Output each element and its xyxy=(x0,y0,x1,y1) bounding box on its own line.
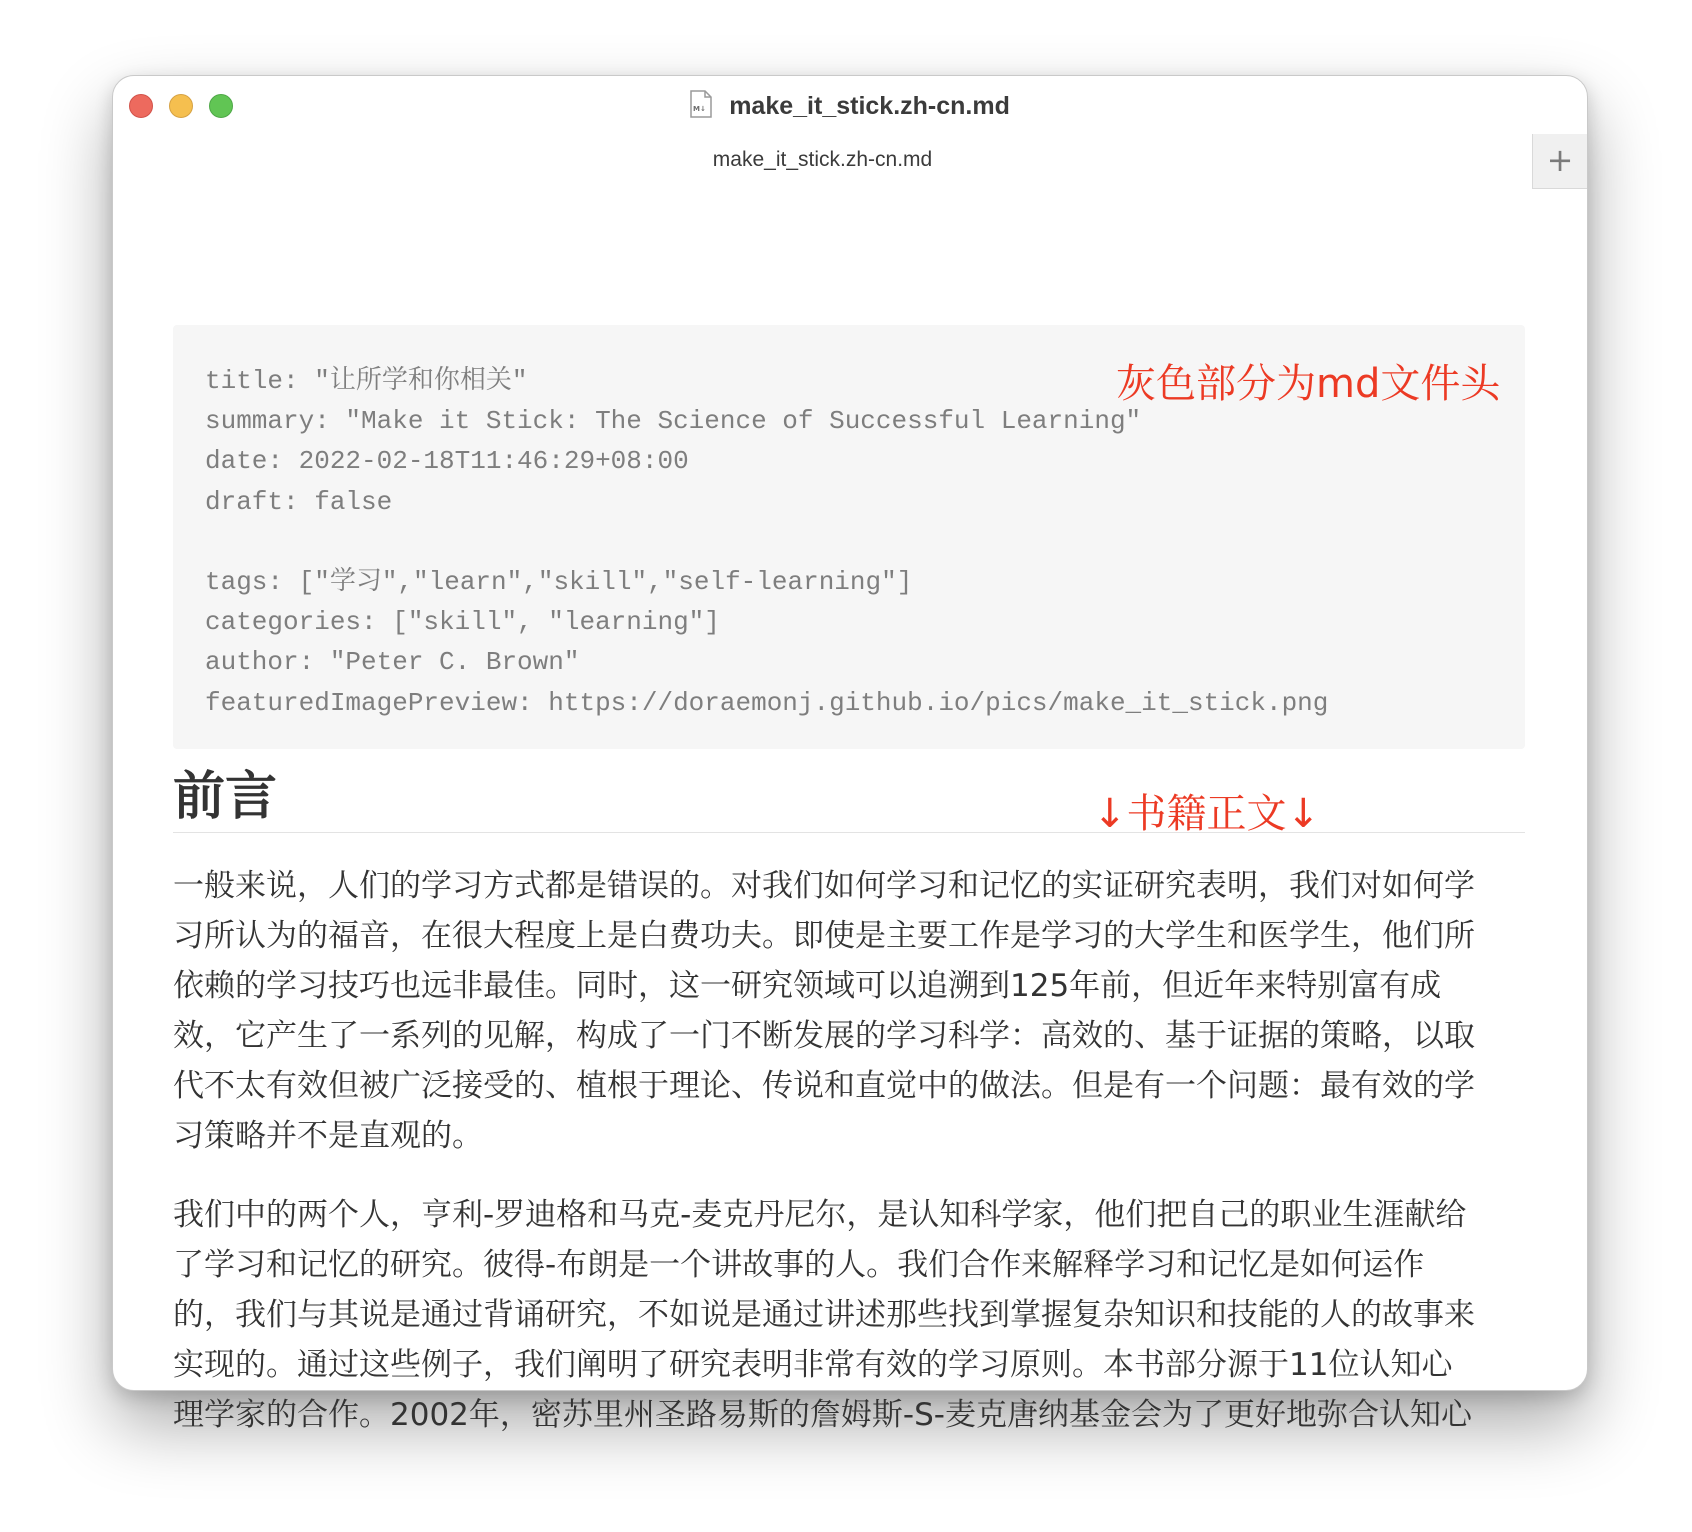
tab-bar xyxy=(113,134,1587,190)
window-title-group xyxy=(113,88,1587,122)
paragraph[interactable] xyxy=(173,1190,1525,1440)
paragraph-line: 依赖的学习技巧也远非最佳。同时，这一研究领域可以追溯到125年前，但近年来特别富有成 xyxy=(173,968,1442,1004)
paragraph-line: 了学习和记忆的研究。彼得-布朗是一个讲故事的人。我们合作来解释学习和记忆是如何运作 xyxy=(173,1247,1425,1283)
paragraph-line: 一般来说，人们的学习方式都是错误的。对我们如何学习和记忆的实证研究表明，我们对如何学 xyxy=(173,868,1475,904)
window-title: make_it_stick.zh-cn.md xyxy=(729,91,1010,120)
paragraph-line: 的，我们与其说是通过背诵研究，不如说是通过讲述那些找到掌握复杂知识和技能的人的故事来 xyxy=(173,1297,1475,1333)
paragraph-line: 实现的。通过这些例子，我们阐明了研究表明非常有效的学习原则。本书部分源于11位认知心 xyxy=(173,1347,1453,1383)
paragraph[interactable] xyxy=(173,861,1525,1161)
paragraph-line: 理学家的合作。2002年，密苏里州圣路易斯的詹姆斯-S-麦克唐纳基金会为了更好地弥合认知心 xyxy=(173,1397,1472,1433)
heading-text: 前言 xyxy=(173,767,278,827)
front-matter-annotation: 灰色部分为md文件头 xyxy=(1116,361,1501,407)
paragraph-line: 效，它产生了一系列的见解，构成了一门不断发展的学习科学：高效的、基于证据的策略，以取 xyxy=(173,1018,1475,1054)
front-matter-line: categories: ["skill", "learning"] xyxy=(205,607,720,638)
front-matter-line: draft: false xyxy=(205,486,393,517)
title-bar[interactable] xyxy=(113,76,1587,134)
paragraph-line: 习所认为的福音，在很大程度上是白费功夫。即使是主要工作是学习的大学生和医学生，他们所 xyxy=(173,918,1475,954)
paragraph-line: 习策略并不是直观的。 xyxy=(173,1118,483,1154)
front-matter-line: date: 2022-02-18T11:46:29+08:00 xyxy=(205,446,689,477)
add-tab-button[interactable]: + xyxy=(1532,134,1587,189)
front-matter-line: featuredImagePreview: https://doraemonj.github.io/pics/make_it_stick.png xyxy=(205,687,1329,718)
front-matter-line: author: "Peter C. Brown" xyxy=(205,647,580,678)
editor-window xyxy=(112,75,1588,1433)
front-matter-line: tags: ["学习","learn","skill","self-learning"] xyxy=(205,566,913,597)
front-matter-line: summary: "Make it Stick: The Science of Successful Learning" xyxy=(205,406,1142,437)
paragraph-line: 代不太有效但被广泛接受的、植根于理论、传说和直觉中的做法。但是有一个问题：最有效的学 xyxy=(173,1068,1475,1104)
front-matter-line: title: "让所学和你相关" xyxy=(205,366,528,396)
markdown-file-icon xyxy=(690,90,712,118)
body-annotation: ↓书籍正文↓ xyxy=(1093,791,1321,837)
section-heading xyxy=(173,766,1525,833)
svg-text:M↓: M↓ xyxy=(693,104,706,113)
paragraph-line: 我们中的两个人，亨利-罗迪格和马克-麦克丹尼尔，是认知科学家，他们把自己的职业生涯献给 xyxy=(173,1197,1467,1233)
front-matter-line xyxy=(205,522,1525,562)
tab-file[interactable]: make_it_stick.zh-cn.md xyxy=(712,148,933,171)
